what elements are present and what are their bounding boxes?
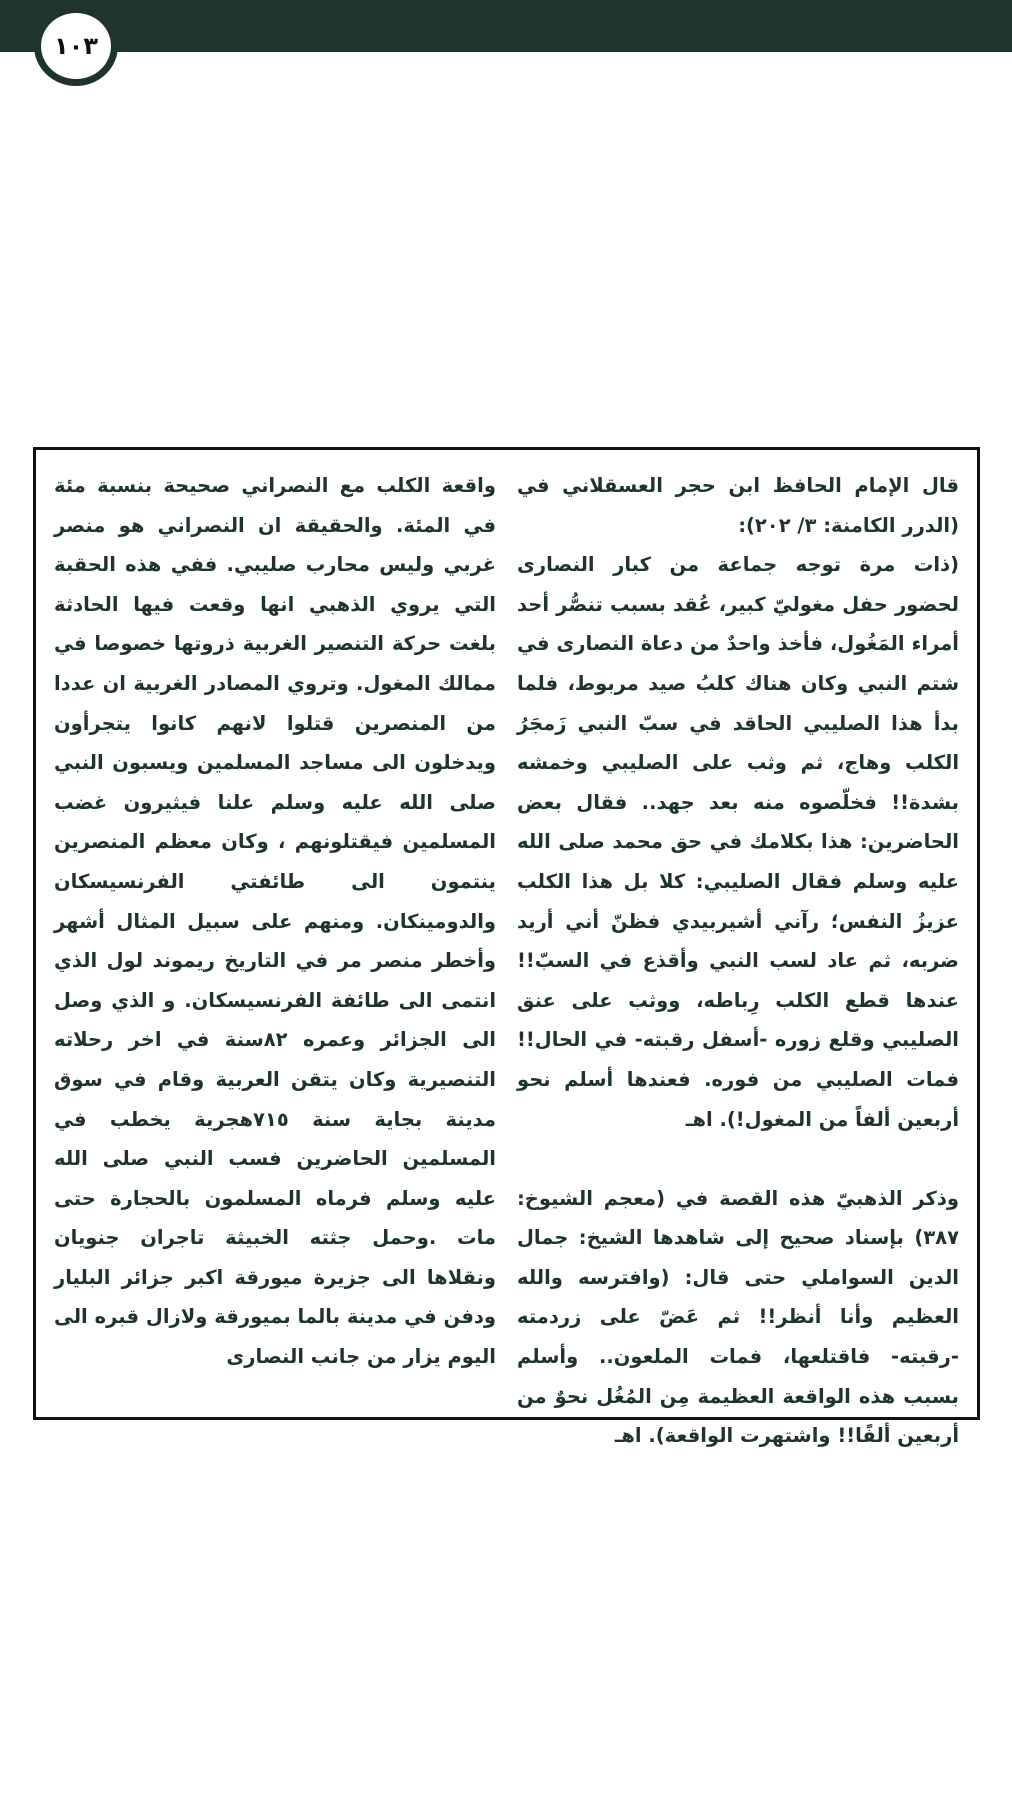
paragraph-commentary: واقعة الكلب مع النصراني صحيحة بنسبة مئة في المئة. والحقيقة ان النصراني هو منصر غربي وليس محارب صليبي. ففي هذه الحقبة التي يروي الذهبي انها وقعت فيها الحادثة بلغت حركة التنصير الغربية ذروتها خصوصا في ممالك المغول. وتروي المصادر الغربية ان عددا من المنصرين قتلوا لانهم كانوا يتجرأون ويدخلون الى مساجد المسلمين ويسبون النبي صلى الله عليه وسلم علنا فيثيرون غضب المسلمين فيقتلونهم ، وكان معظم المنصرين ينتمون الى طائفتي الفرنسيسكان والدومينكان. ومنهم على سبيل المثال أشهر وأخطر منصر مر في التاريخ ريموند لول الذي انتمى الى طائفة الفرنسيسكان. و الذي وصل الى الجزائر وعمره ٨٢سنة في اخر رحلاته التنصيرية وكان يتقن العربية وقام في سوق مدينة بجاية سنة ٧١٥هجرية يخطب في المسلمين الحاضرين فسب النبي صلى الله عليه وسلم فرماه المسلمون بالحجارة حتى مات .وحمل جثته الخبيثة تاجران جنويان ونقلاها الى جزيرة ميورقة اكبر جزائر البليار ودفن في مدينة بالما بميورقة ولازال قبره الى اليوم يزار من جانب النصارى (54, 474, 496, 1369)
left-column (54, 466, 496, 1377)
paragraph-spacer (517, 1139, 959, 1179)
paragraph-story: (ذات مرة توجه جماعة من كبار النصارى لحضور حفل مغوليّ كبير، عُقد بسبب تنصُّر أحد أمراء المَغُول، فأخذ واحدٌ من دعاة النصارى في شتم النبي وكان هناك كلبُ صيد مربوط، فلما بدأ هذا الصليبي الحاقد في سبّ النبي زَمجَرُ الكلب وهاج، ثم وثب على الصليبي وخمشه بشدة!! فخلّصوه منه بعد جهد.. فقال بعض الحاضرين: هذا بكلامك في حق محمد صلى الله عليه وسلم فقال الصليبي: كلا بل هذا الكلب عزيزُ النفس؛ رآني أشيربيدي فظنّ أني أريد ضربه، ثم عاد لسب النبي وأقذع في السبّ!! عندها قطع الكلب رِباطه، ووثب على عنق الصليبي وقلع زوره -أسفل رقبته- في الحال!! فمات الصليبي من فوره. فعندها أسلم نحو أربعين ألفاً من المغول!). اهـ (517, 553, 959, 1131)
article-box (33, 447, 980, 1448)
page-number: ١٠٣ (54, 32, 98, 60)
paragraph-dhahabi: وذكر الذهبيّ هذه القصة في (معجم الشيوخ: ٣٨٧) بإسناد صحيح إلى شاهدها الشيخ: جمال الدين السواملي حتى قال: (وافترسه والله العظيم وأنا أنظر!! ثم عَضّ على زردمته -رقبته- فاقتلعها، فمات الملعون.. وأسلم بسبب هذه الواقعة العظيمة مِن المُغُل نحوٌ من أربعين ألفًا!! واشتهرت الواقعة). اهـ (517, 1186, 959, 1448)
header-bar (0, 0, 1012, 52)
paragraph-intro: قال الإمام الحافظ ابن حجر العسقلاني في (الدرر الكامنة: ٣/ ٢٠٢): (517, 474, 959, 537)
page-number-badge (34, 6, 118, 86)
right-column (517, 466, 959, 1456)
